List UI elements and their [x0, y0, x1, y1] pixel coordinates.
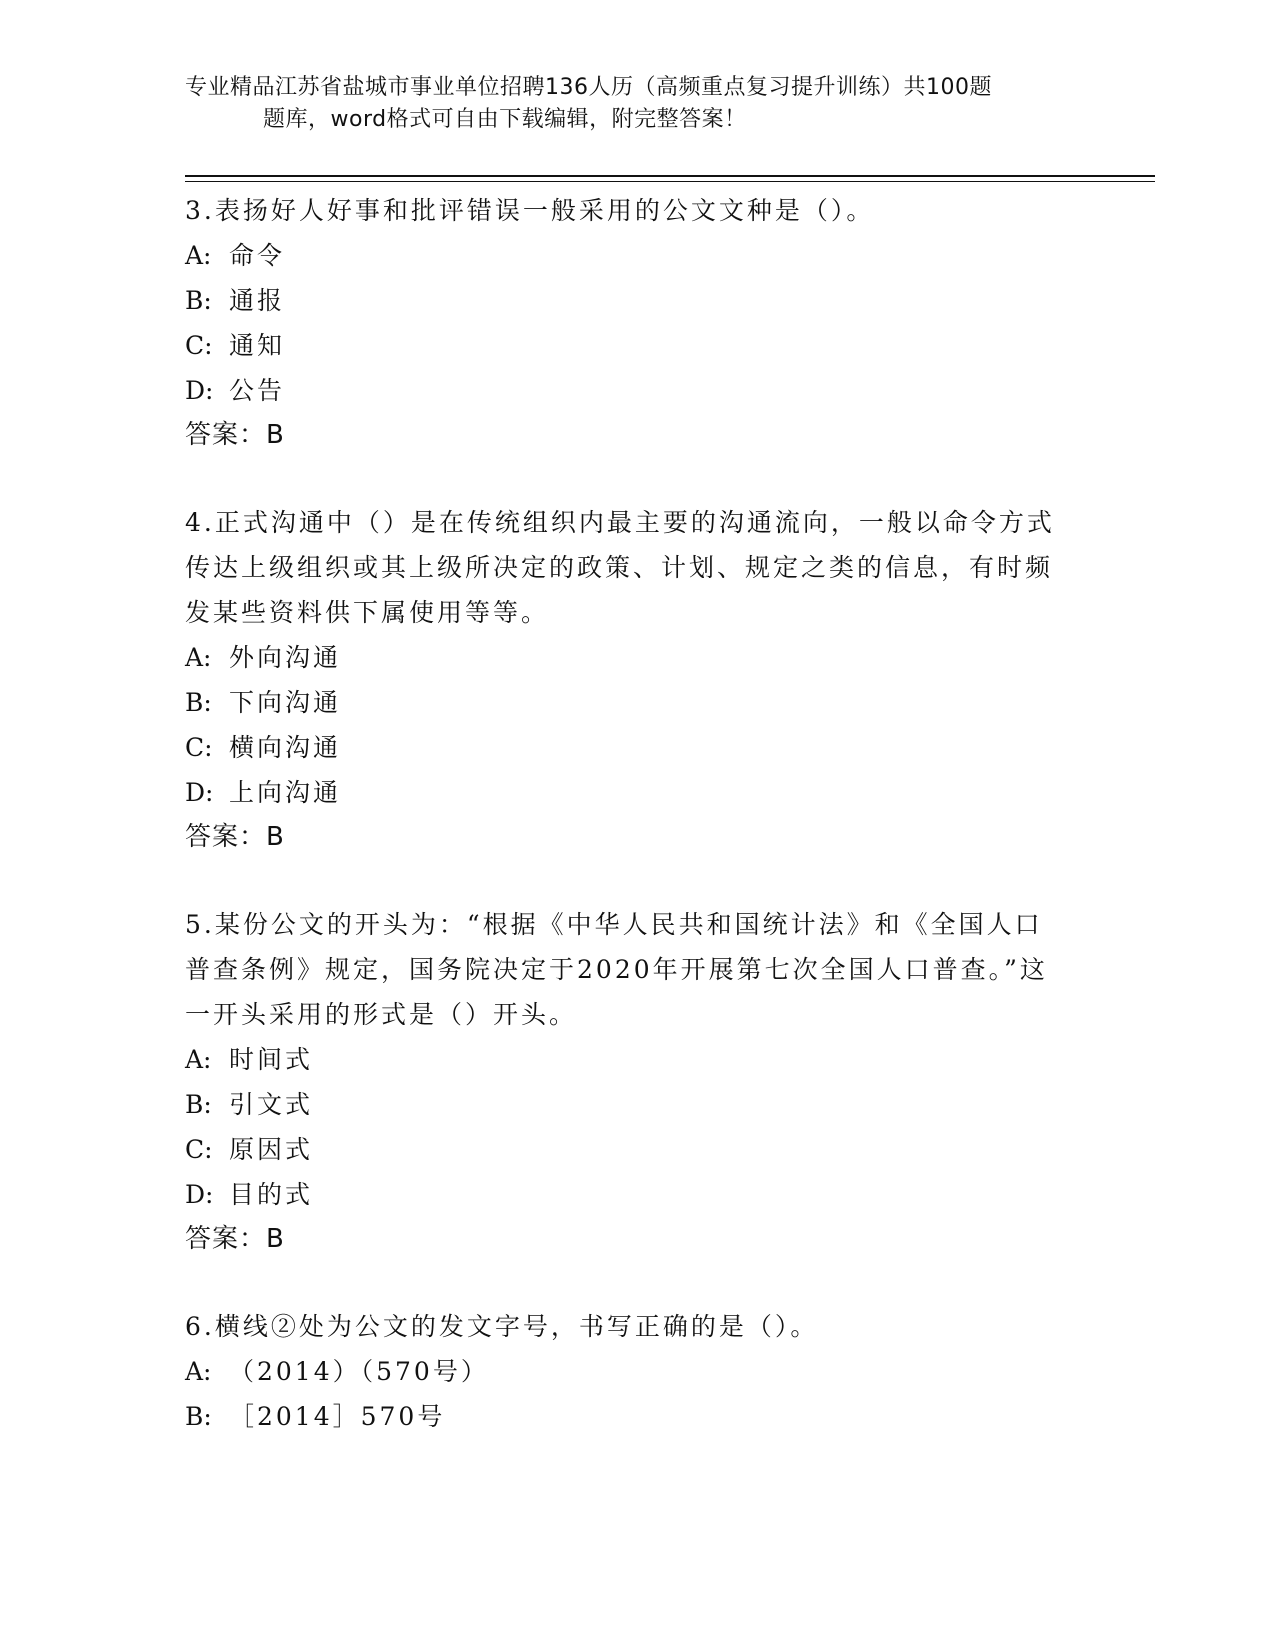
- option-text: 通报: [229, 286, 286, 315]
- option-key: A:: [185, 643, 212, 672]
- question-text: 3.表扬好人好事和批评错误一般采用的公文文种是（）。: [185, 196, 875, 225]
- option-c: [185, 1127, 1065, 1172]
- option-a: [185, 1349, 1065, 1394]
- option-key: C:: [185, 331, 213, 360]
- option-text: 上向沟通: [229, 778, 342, 807]
- header-divider-thick: [185, 175, 1155, 177]
- question-block: [185, 1304, 1065, 1439]
- question-block: [185, 188, 1065, 458]
- option-c: [185, 725, 1065, 770]
- answer-line: 答案：B: [185, 420, 285, 450]
- option-text: 通知: [229, 331, 286, 360]
- option-text: （2014）（570号）: [229, 1357, 489, 1386]
- question-list: [185, 188, 1065, 1439]
- option-key: B:: [185, 1402, 212, 1431]
- option-key: B:: [185, 1090, 212, 1119]
- option-text: 命令: [229, 241, 286, 270]
- option-text: 引文式: [229, 1090, 314, 1119]
- option-key: B:: [185, 688, 212, 717]
- option-text: 横向沟通: [229, 733, 342, 762]
- option-key: D:: [185, 1180, 214, 1209]
- option-text: 公告: [229, 376, 286, 405]
- option-text: 时间式: [229, 1045, 314, 1074]
- question-spacer: [185, 860, 1065, 902]
- header-title-line-2: 题库，word格式可自由下载编辑，附完整答案！: [263, 107, 747, 132]
- option-text: ［2014］570号: [229, 1402, 446, 1431]
- option-b: [185, 278, 1065, 323]
- question-spacer: [185, 458, 1065, 500]
- question-text: 4.正式沟通中（）是在传统组织内最主要的沟通流向，一般以命令方式传达上级组织或其上级所决定的政策、计划、规定之类的信息，有时频发某些资料供下属使用等等。: [185, 508, 1055, 627]
- header-divider-thin: [185, 181, 1155, 182]
- option-a: [185, 635, 1065, 680]
- question-block: [185, 902, 1065, 1262]
- option-text: 目的式: [229, 1180, 314, 1209]
- answer-line: 答案：B: [185, 1224, 285, 1254]
- option-key: C:: [185, 733, 213, 762]
- option-key: B:: [185, 286, 212, 315]
- option-a: [185, 233, 1065, 278]
- document-header: [185, 72, 1085, 136]
- option-key: D:: [185, 778, 214, 807]
- option-key: D:: [185, 376, 214, 405]
- option-b: [185, 1082, 1065, 1127]
- option-text: 下向沟通: [229, 688, 342, 717]
- option-b: [185, 1394, 1065, 1439]
- option-key: A:: [185, 1357, 212, 1386]
- answer-line: 答案：B: [185, 822, 285, 852]
- question-text: 5.某份公文的开头为：“根据《中华人民共和国统计法》和《全国人口普查条例》规定，国务院决定于2020年开展第七次全国人口普查。”这一开头采用的形式是（）开头。: [185, 910, 1048, 1029]
- option-d: [185, 1172, 1065, 1217]
- question-spacer: [185, 1262, 1065, 1304]
- header-title-line-1: 专业精品江苏省盐城市事业单位招聘136人历（高频重点复习提升训练）共100题: [185, 75, 992, 100]
- option-b: [185, 680, 1065, 725]
- option-a: [185, 1037, 1065, 1082]
- option-key: A:: [185, 241, 212, 270]
- question-block: [185, 500, 1065, 860]
- option-c: [185, 323, 1065, 368]
- question-text: 6.横线②处为公文的发文字号，书写正确的是（）。: [185, 1312, 819, 1341]
- option-text: 外向沟通: [229, 643, 342, 672]
- option-key: A:: [185, 1045, 212, 1074]
- option-d: [185, 770, 1065, 815]
- option-text: 原因式: [229, 1135, 314, 1164]
- option-key: C:: [185, 1135, 213, 1164]
- option-d: [185, 368, 1065, 413]
